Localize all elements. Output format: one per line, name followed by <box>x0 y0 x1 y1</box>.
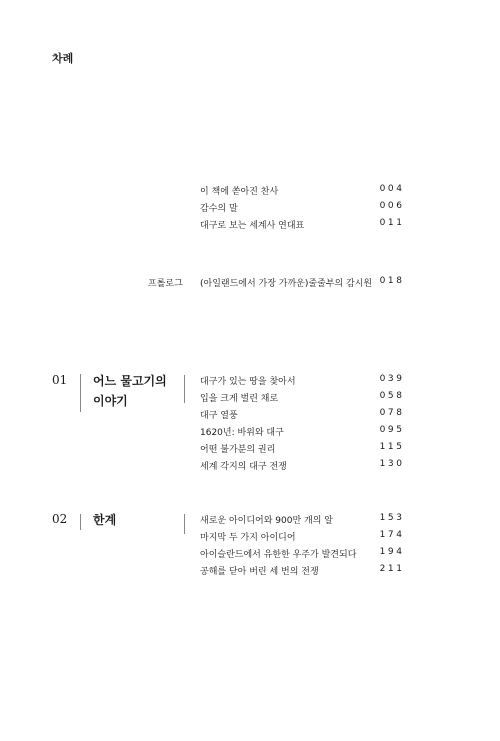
entry-page: 153 <box>379 513 405 523</box>
entry-title: 새로운 아이디어와 900만 개의 알 <box>200 516 333 526</box>
entry-title: 어떤 불가분의 권리 <box>200 445 276 455</box>
part-title-line: 어느 물고기의 <box>93 374 167 388</box>
prologue-label: 프롤로그 <box>148 279 183 289</box>
toc-entry[interactable] <box>200 374 405 388</box>
part-number: 01 <box>52 373 68 387</box>
entry-title: (아일랜드에서 가장 가까운)줄줄부의 감시원 <box>200 279 373 289</box>
entry-title: 이 책에 쏟아진 찬사 <box>200 187 279 197</box>
entry-page: 018 <box>379 276 405 286</box>
toc-entry[interactable] <box>200 201 405 215</box>
entry-title: 대구가 있는 땅을 찾아서 <box>200 377 296 387</box>
toc-entry[interactable] <box>200 564 405 578</box>
toc-entry[interactable] <box>200 425 405 439</box>
entry-page: 194 <box>379 547 405 557</box>
entry-title: 세계 각지의 대구 전쟁 <box>200 462 287 472</box>
entry-page: 006 <box>379 201 405 211</box>
entry-page: 115 <box>379 442 405 452</box>
entry-title: 마지막 두 가지 아이디어 <box>200 533 296 543</box>
toc-entry[interactable] <box>200 513 405 527</box>
entry-page: 211 <box>379 564 405 574</box>
entry-title: 감수의 말 <box>200 204 238 214</box>
part-divider <box>80 514 81 530</box>
entry-page: 039 <box>379 374 405 384</box>
entry-title: 공해를 닫아 버린 세 번의 전쟁 <box>200 567 319 577</box>
part-divider <box>80 374 81 412</box>
part-number: 02 <box>52 512 68 526</box>
entry-page: 174 <box>379 530 405 540</box>
part-title-line: 한계 <box>93 513 117 527</box>
toc-entry[interactable] <box>200 184 405 198</box>
entry-page: 095 <box>379 425 405 435</box>
toc-entry[interactable] <box>200 218 405 232</box>
part-title <box>93 371 167 411</box>
toc-entry-prologue[interactable] <box>200 276 405 290</box>
entry-title: 대구로 보는 세계사 연대표 <box>200 221 305 231</box>
chapter-divider <box>184 375 185 403</box>
part-title <box>93 510 116 530</box>
entry-page: 011 <box>379 218 405 228</box>
entry-title: 입을 크게 벌린 채로 <box>200 394 279 404</box>
entry-page: 130 <box>379 459 405 469</box>
entry-title: 대구 열풍 <box>200 411 238 421</box>
entry-page: 004 <box>379 184 405 194</box>
page-title: 차례 <box>52 52 74 65</box>
toc-entry[interactable] <box>200 459 405 473</box>
entry-page: 078 <box>379 408 405 418</box>
entry-page: 058 <box>379 391 405 401</box>
toc-entry[interactable] <box>200 408 405 422</box>
toc-entry[interactable] <box>200 442 405 456</box>
entry-title: 1620년: 바위와 대구 <box>200 428 284 438</box>
part-title-line: 이야기 <box>93 394 128 408</box>
toc-entry[interactable] <box>200 530 405 544</box>
entry-title: 아이슬란드에서 유한한 우주가 발견되다 <box>200 550 357 560</box>
chapter-divider <box>184 514 185 534</box>
toc-entry[interactable] <box>200 391 405 405</box>
toc-entry[interactable] <box>200 547 405 561</box>
